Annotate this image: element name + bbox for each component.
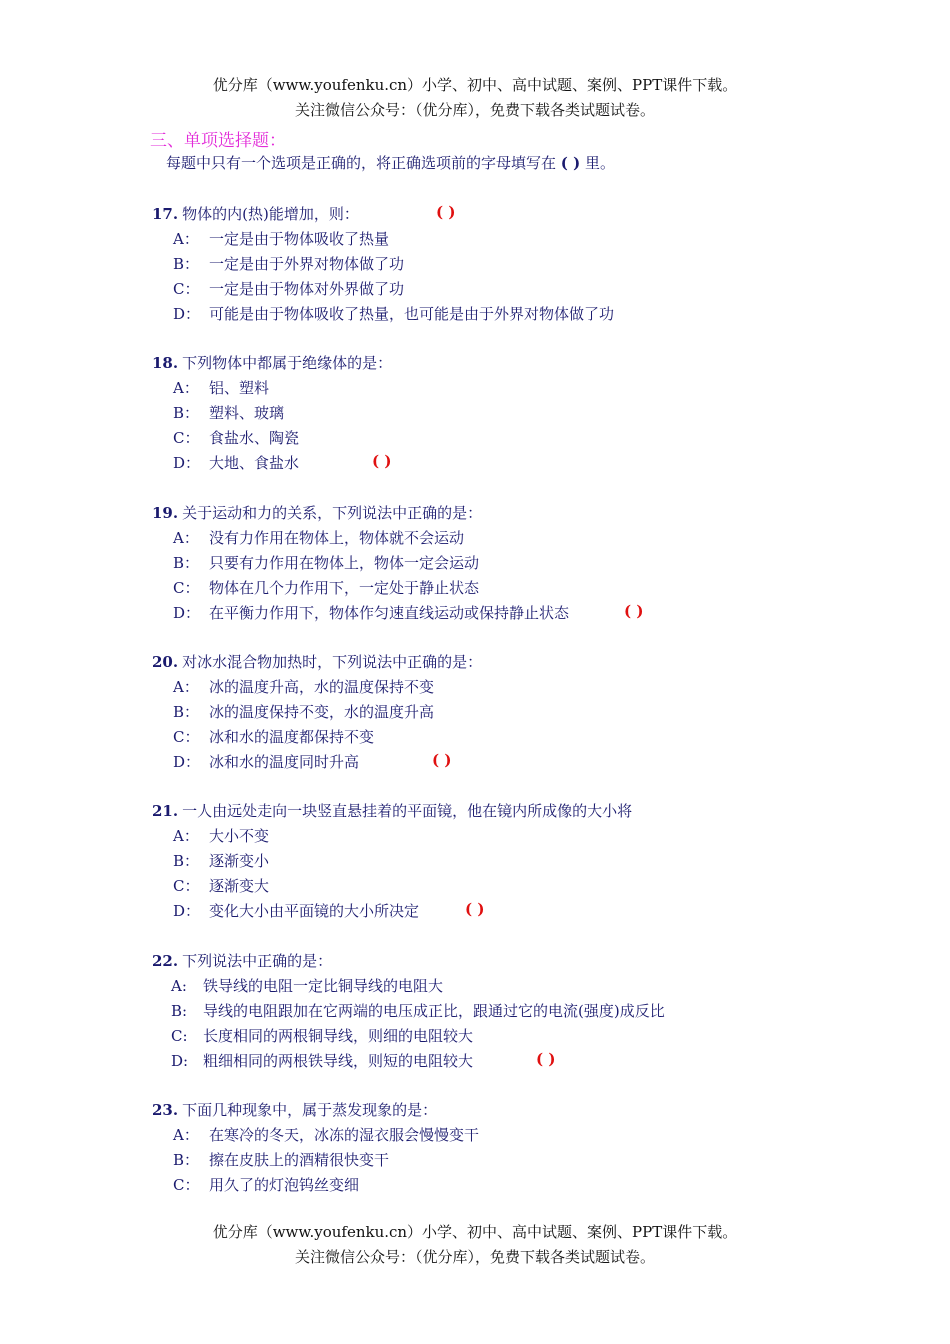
- answer-paren: ( ): [536, 1050, 556, 1068]
- question-18: [152, 352, 392, 373]
- option-17-b: B： 一定是由于外界对物体做了功: [173, 255, 405, 273]
- footer-line-2: 关注微信公众号：（优分库），免费下载各类试题试卷。: [294, 1248, 655, 1266]
- option-19-a: A： 没有力作用在物体上，物体就不会运动: [173, 529, 465, 547]
- question-text: 物体的内(热)能增加，则：: [182, 205, 359, 223]
- question-number: 17.: [152, 205, 179, 223]
- option-23-a: A： 在寒冷的冬天，冰冻的湿衣服会慢慢变干: [173, 1126, 480, 1144]
- question-number: 21.: [152, 802, 179, 820]
- question-text: 下面几种现象中，属于蒸发现象的是：: [182, 1101, 438, 1119]
- question-21: [152, 800, 632, 821]
- question-text: 对冰水混合物加热时，下列说法中正确的是：: [182, 653, 483, 671]
- option-22-c: C: 长度相同的两根铜导线，则细的电阻较大: [171, 1027, 474, 1045]
- instruction-text: 每题中只有一个选项是正确的，将正确选项前的字母填写在: [166, 154, 557, 172]
- option-18-d: D： 大地、食盐水: [173, 454, 300, 472]
- option-19-c: C： 物体在几个力作用下，一定处于静止状态: [173, 579, 480, 597]
- question-number: 20.: [152, 653, 179, 671]
- option-20-d: D： 冰和水的温度同时升高: [173, 753, 360, 771]
- option-17-a: A： 一定是由于物体吸收了热量: [173, 230, 390, 248]
- option-18-b: B： 塑料、玻璃: [173, 404, 285, 422]
- question-22: [152, 950, 332, 971]
- option-21-b: B： 逐渐变小: [173, 852, 270, 870]
- instruction-paren: ( ): [560, 154, 581, 172]
- option-20-a: A： 冰的温度升高，水的温度保持不变: [173, 678, 435, 696]
- option-21-d: D： 变化大小由平面镜的大小所决定: [173, 902, 420, 920]
- option-22-a: A: 铁导线的电阻一定比铜导线的电阻大: [171, 977, 444, 995]
- question-17: [152, 203, 359, 224]
- answer-paren: ( ): [465, 900, 485, 918]
- option-19-b: B： 只要有力作用在物体上，物体一定会运动: [173, 554, 480, 572]
- question-number: 22.: [152, 952, 179, 970]
- option-19-d: D： 在平衡力作用下，物体作匀速直线运动或保持静止状态: [173, 604, 570, 622]
- header-line-1: 优分库（www.youfenku.cn）小学、初中、高中试题、案例、PPT课件下载。: [212, 76, 738, 94]
- question-19: [152, 502, 482, 523]
- question-text: 下列说法中正确的是：: [182, 952, 333, 970]
- question-text: 下列物体中都属于绝缘体的是：: [182, 354, 393, 372]
- option-23-c: C： 用久了的灯泡钨丝变细: [173, 1176, 360, 1194]
- answer-paren: ( ): [372, 452, 392, 470]
- answer-paren: ( ): [624, 602, 644, 620]
- option-21-c: C： 逐渐变大: [173, 877, 270, 895]
- option-22-d: D: 粗细相同的两根铁导线，则短的电阻较大: [171, 1052, 474, 1070]
- header-line-2: 关注微信公众号：（优分库），免费下载各类试题试卷。: [294, 101, 655, 119]
- option-21-a: A： 大小不变: [173, 827, 270, 845]
- option-18-c: C： 食盐水、陶瓷: [173, 429, 300, 447]
- option-22-b: B: 导线的电阻跟加在它两端的电压成正比，跟通过它的电流(强度)成反比: [171, 1002, 665, 1020]
- question-text: 关于运动和力的关系，下列说法中正确的是：: [182, 504, 483, 522]
- section-instruction: [166, 152, 615, 173]
- question-number: 23.: [152, 1101, 179, 1119]
- option-18-a: A： 铝、塑料: [173, 379, 270, 397]
- answer-paren: ( ): [432, 751, 452, 769]
- option-20-b: B： 冰的温度保持不变，水的温度升高: [173, 703, 435, 721]
- question-23: [152, 1099, 437, 1120]
- option-20-c: C： 冰和水的温度都保持不变: [173, 728, 375, 746]
- question-text: 一人由远处走向一块竖直悬挂着的平面镜，他在镜内所成像的大小将: [182, 802, 633, 820]
- instruction-tail: 里。: [585, 154, 616, 172]
- question-number: 19.: [152, 504, 179, 522]
- section-title: 三、单项选择题：: [150, 131, 286, 151]
- answer-paren: ( ): [436, 203, 456, 221]
- option-17-c: C： 一定是由于物体对外界做了功: [173, 280, 405, 298]
- question-number: 18.: [152, 354, 179, 372]
- option-23-b: B： 擦在皮肤上的酒精很快变干: [173, 1151, 390, 1169]
- option-17-d: D： 可能是由于物体吸收了热量，也可能是由于外界对物体做了功: [173, 305, 615, 323]
- footer-line-1: 优分库（www.youfenku.cn）小学、初中、高中试题、案例、PPT课件下载。: [212, 1223, 738, 1241]
- question-20: [152, 651, 482, 672]
